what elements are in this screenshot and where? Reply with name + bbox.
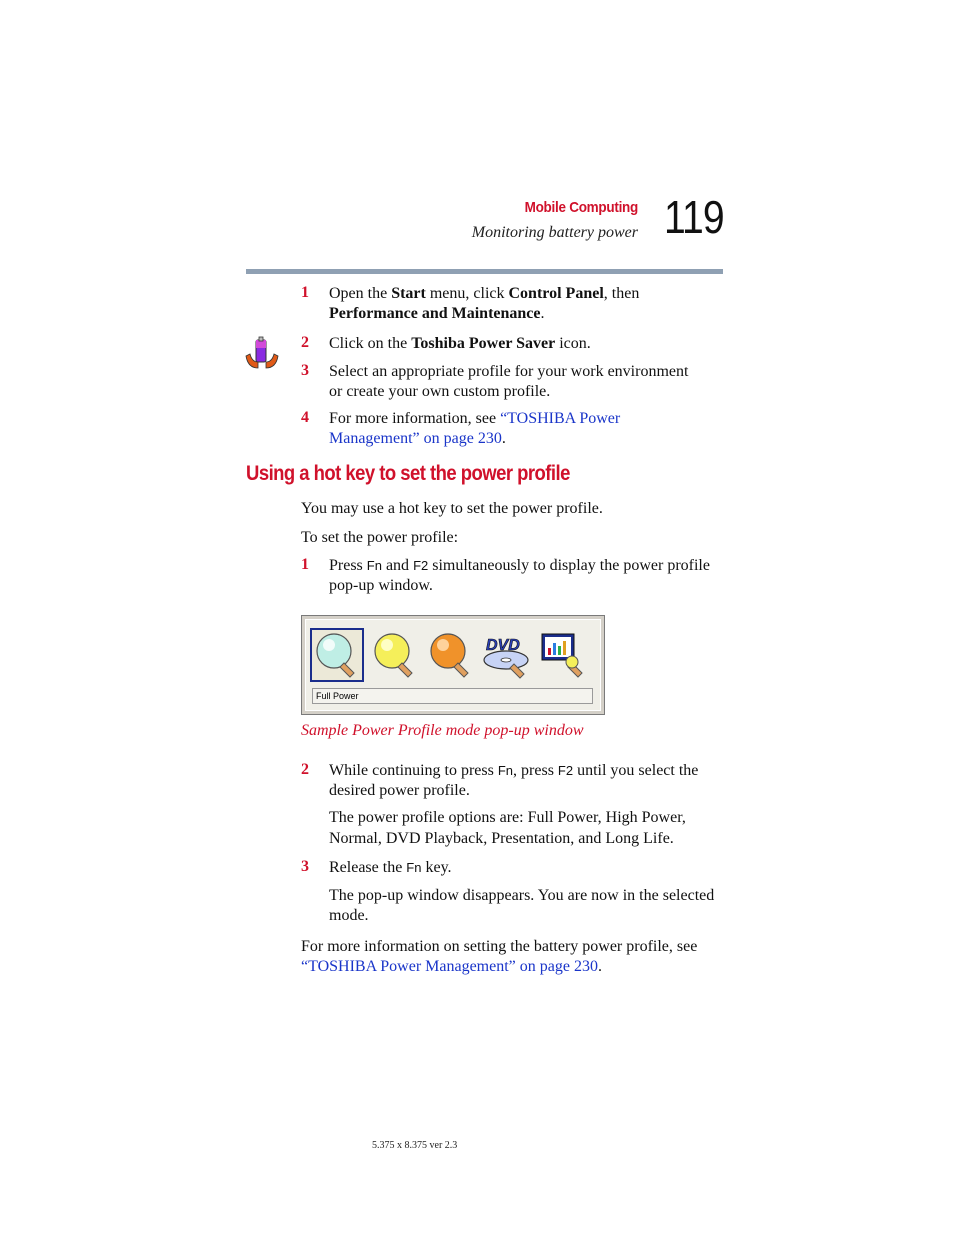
step-number: 3 — [301, 362, 309, 379]
intro-paragraph: You may use a hot key to set the power profile. — [301, 500, 603, 517]
hotkey-step-1-text: Press Fn and F2 simultaneously to display the power profile pop-up window. — [329, 557, 710, 594]
full-power-button[interactable] — [310, 628, 364, 682]
section-heading: Using a hot key to set the power profile — [246, 462, 570, 485]
subsection-title: Monitoring battery power — [471, 224, 638, 241]
footer-version: 5.375 x 8.375 ver 2.3 — [372, 1140, 458, 1151]
key-f2: F2 — [413, 558, 429, 573]
high-power-button[interactable] — [368, 628, 422, 682]
step-number: 4 — [301, 409, 309, 426]
toshiba-power-management-link-cont[interactable]: Management” on page 230 — [329, 430, 502, 447]
key-f2: F2 — [557, 763, 574, 778]
key-fn: Fn — [366, 558, 382, 573]
high-power-bulb-icon — [368, 628, 422, 682]
step-number: 1 — [301, 284, 309, 301]
step-number: 2 — [301, 334, 309, 351]
closing-paragraph: For more information on setting the battery power profile, see “TOSHIBA Power Management” on page 230. — [301, 938, 698, 975]
toshiba-power-management-link-2[interactable]: “TOSHIBA Power Management” on page 230 — [301, 958, 598, 975]
step-number: 1 — [301, 556, 309, 573]
hotkey-step-3-text: Release the Fn key. — [329, 859, 452, 876]
intro-paragraph-2: To set the power profile: — [301, 529, 459, 546]
toshiba-power-management-link[interactable]: “TOSHIBA Power — [500, 410, 621, 427]
profile-options-note: The power profile options are: Full Power, High Power, Normal, DVD Playback, Presentation, and Long Life. — [329, 809, 686, 847]
step-1-text: Open the Start menu, click Control Panel, then Performance and Maintenance. — [329, 285, 640, 322]
figure-caption: Sample Power Profile mode pop-up window — [301, 722, 584, 739]
section-title: Mobile Computing — [524, 199, 638, 216]
normal-bulb-icon — [424, 628, 478, 682]
hotkey-step-2-text: While continuing to press Fn, press F2 until you select the desired power profile. — [329, 762, 699, 799]
step-3-text: Select an appropriate profile for your work environment or create your own custom profile. — [329, 363, 689, 400]
presentation-button[interactable] — [538, 628, 592, 682]
step-number: 3 — [301, 858, 309, 875]
step-2-text: Click on the Toshiba Power Saver icon. — [329, 335, 591, 352]
step-4-text: For more information, see “TOSHIBA Power Management” on page 230. — [329, 410, 621, 447]
normal-button[interactable] — [424, 628, 478, 682]
page-number: 119 — [664, 191, 724, 243]
dvd-playback-icon — [480, 628, 536, 682]
key-fn: Fn — [497, 763, 514, 778]
header-rule — [246, 269, 723, 274]
svg-text:DVD: DVD — [486, 637, 520, 654]
power-profile-popup — [301, 615, 605, 715]
full-power-bulb-icon — [312, 630, 362, 680]
step-number: 2 — [301, 761, 309, 778]
dvd-playback-button[interactable] — [480, 628, 534, 682]
presentation-icon — [538, 628, 592, 682]
key-fn: Fn — [406, 860, 422, 875]
battery-hands-icon — [244, 336, 280, 372]
popup-disappears-note: The pop-up window disappears. You are now in the selected mode. — [329, 887, 715, 924]
profile-status-field: Full Power — [312, 688, 593, 704]
